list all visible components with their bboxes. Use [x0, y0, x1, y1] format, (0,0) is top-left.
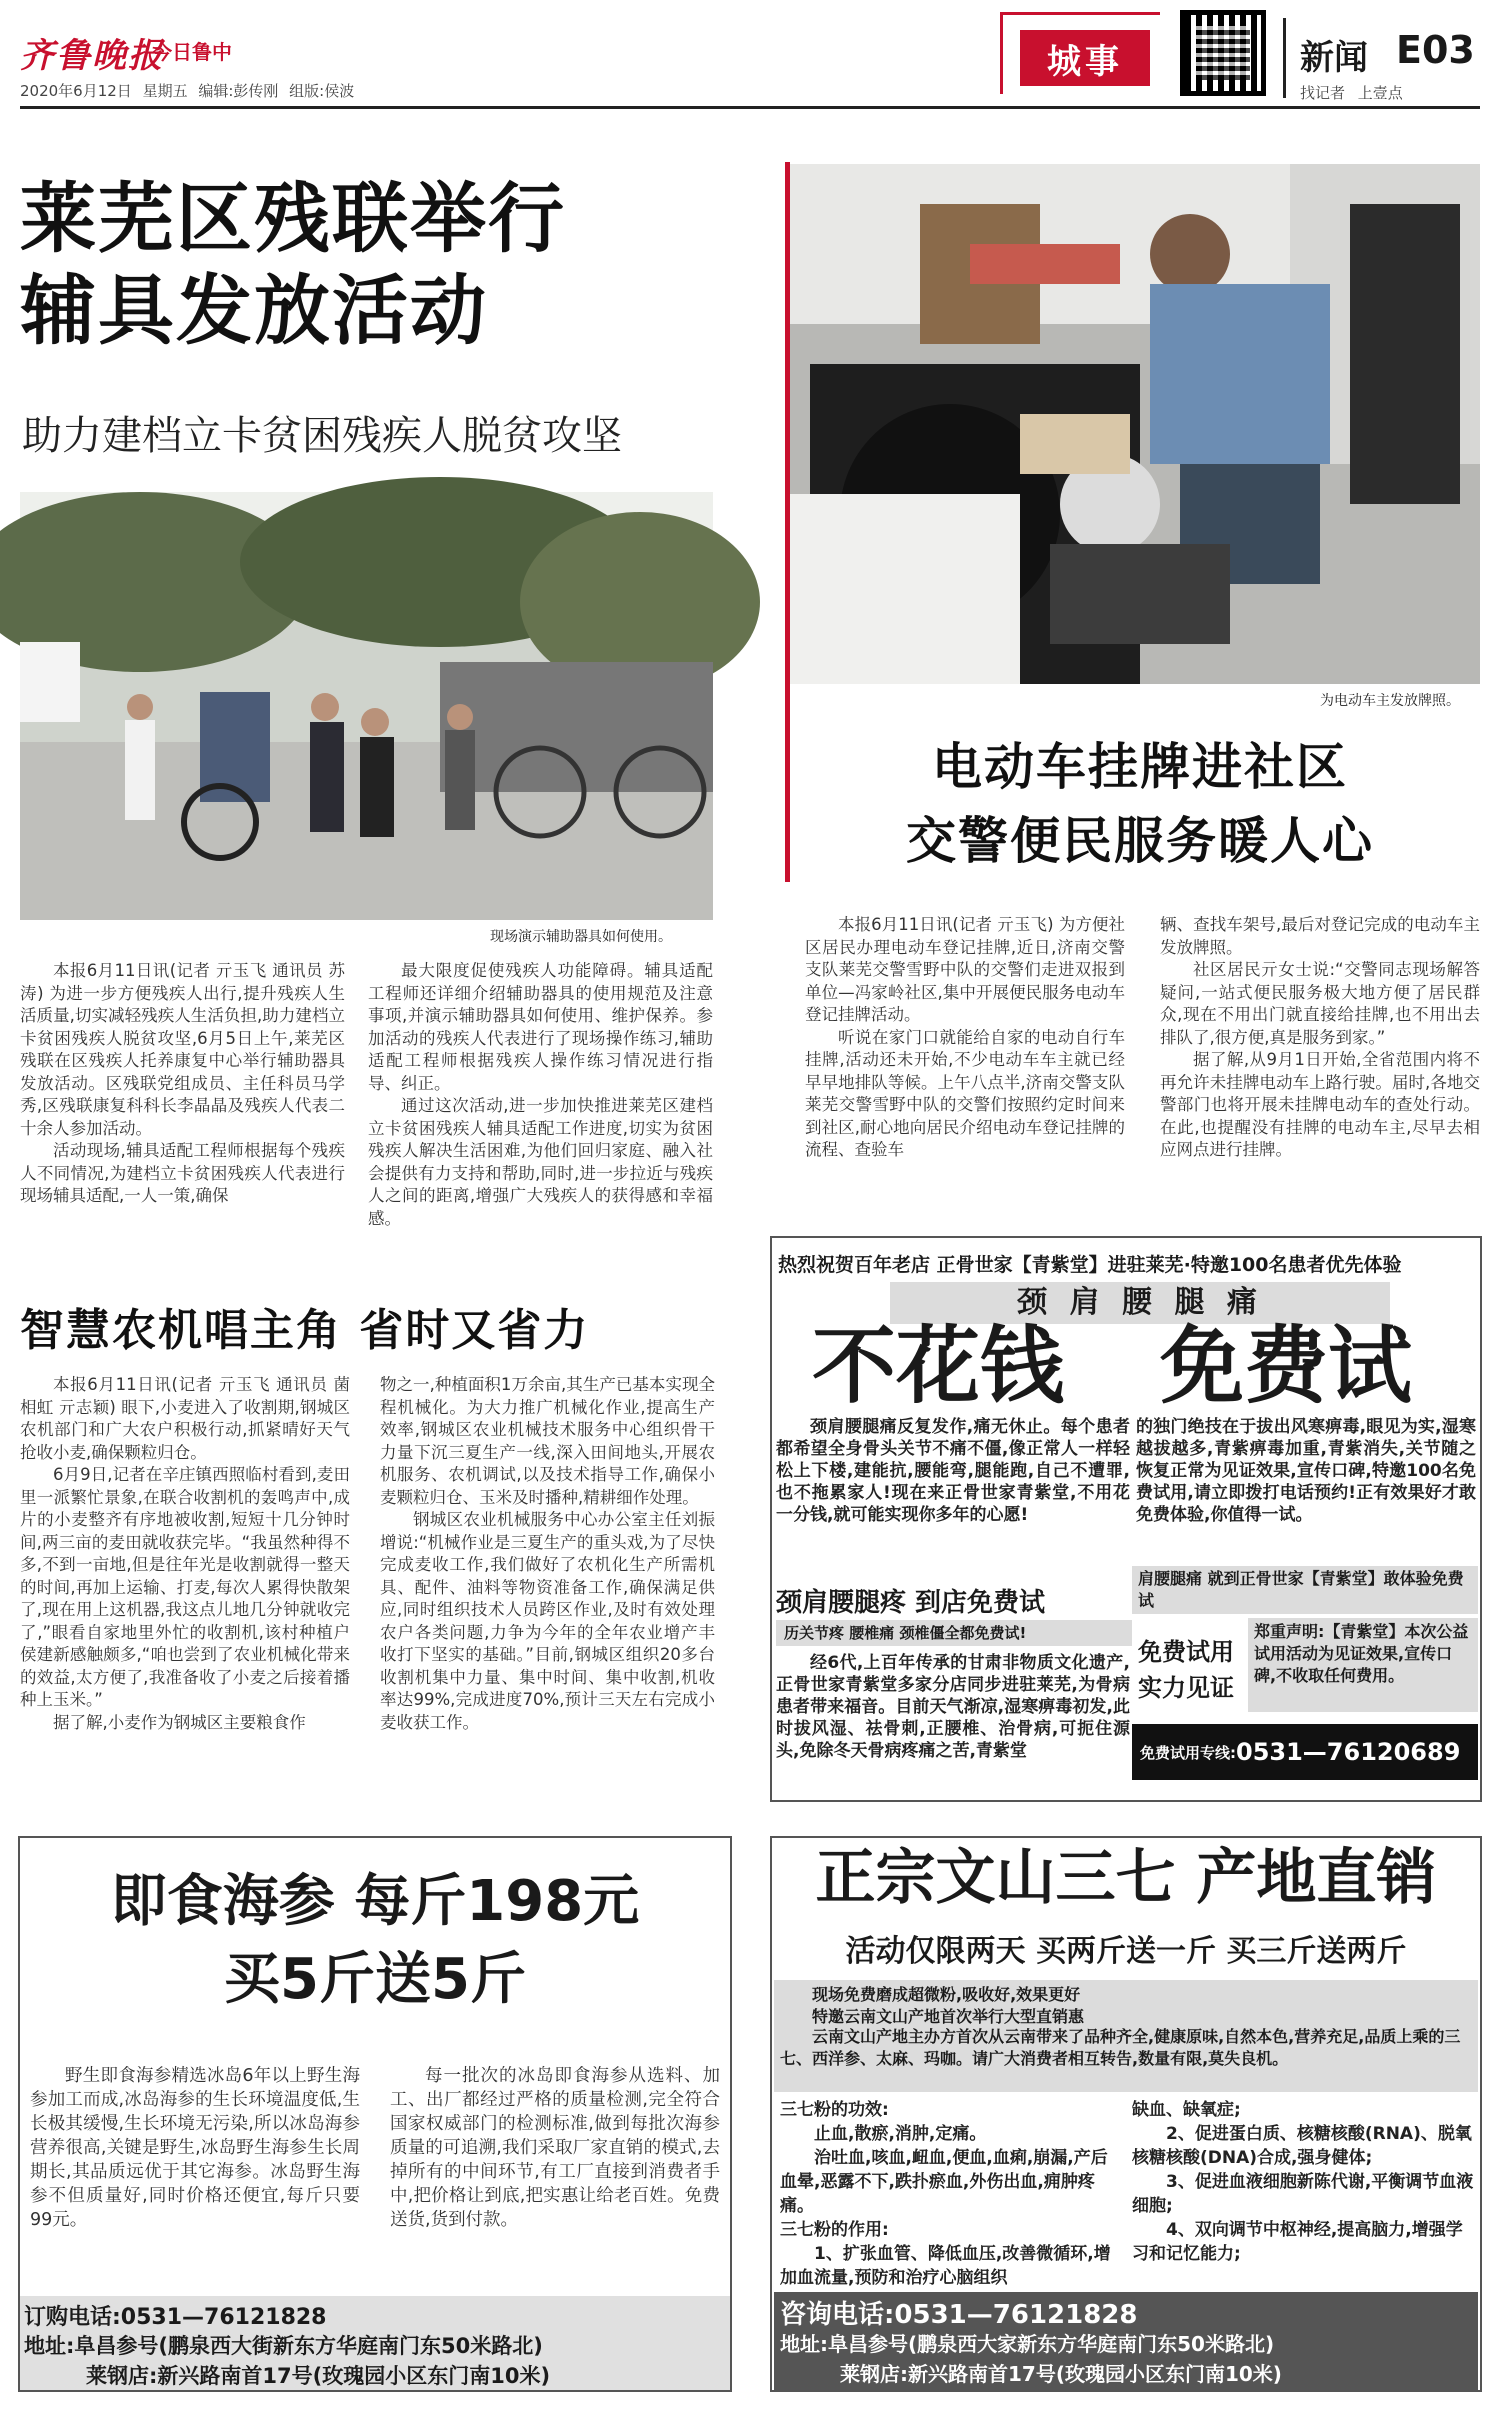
article1-title-2: 辅具发放活动: [20, 266, 488, 355]
ad-tcm-tag2a: 免费试用: [1138, 1638, 1234, 1666]
article3-col1: [20, 1374, 350, 1804]
article1-paragraph: 通过这次活动,进一步加快推进莱芜区建档立卡贫困残疾人辅具适配工作进度,切实为贫困残疾人解决生活困难,为他们回归家庭、融入社会提供有力支持和帮助,同时,进一步拉近与残疾人之间的距离,增强广大残疾人的获得感和幸福感。: [368, 1096, 713, 1228]
ad-sanqi-addr2: 莱钢店:新兴路南首17号(玫瑰园小区东门南10米): [840, 2362, 1282, 2386]
article2-paragraph: 社区居民亓女士说:“交警同志现场解答疑问,一站式便民服务极大地方便了居民群众,现在不用出门就直接给挂牌,也不用出去排队了,很方便,真是服务到家。”: [1160, 960, 1480, 1047]
article1-photo-art: [20, 492, 713, 920]
ad-tcm-paragraph: 的独门绝技在于拔出风寒痹毒,眼见为实,湿寒越拔越多,青紫痹毒加重,青紫消失,关节随之恢复正常为见证效果,宣传口碑,特邀100名免费试用,请立即拨打电话预约!正有效果好才敢免费体验,你值得一试。: [1136, 1417, 1476, 1525]
ad-tcm-tag1: 肩腰腿痛 就到正骨世家【青紫堂】敢体验免费试: [1132, 1566, 1478, 1614]
article2-title-1: 电动车挂牌进社区: [932, 738, 1348, 796]
article3-title: 智慧农机唱主角 省时又省力: [20, 1305, 590, 1356]
article3-paragraph: 据了解,小麦作为钢城区主要粮食作: [53, 1712, 306, 1732]
qr-code-pattern: [1196, 26, 1250, 80]
ad-seacucumber-col2: [390, 2064, 720, 2284]
header-rule: [20, 106, 1480, 109]
ad-sanqi-left-t3: 1、扩张血管、降低血压,改善微循环,增加血流量,预防和治疗心脑组织: [780, 2244, 1111, 2288]
article2-title-2: 交警便民服务暖人心: [906, 812, 1374, 870]
ad-tcm-sub1: 颈肩腰腿疼 到店免费试: [776, 1588, 1046, 1618]
article1-col2: [368, 960, 713, 1228]
ad-sanqi-left-t1: 止血,散瘀,消肿,定痛。: [814, 2124, 987, 2144]
ad-sanqi-left: [780, 2098, 1120, 2288]
header-divider: [1283, 18, 1286, 98]
ad-sanqi-intro1: 现场免费磨成超微粉,吸收好,效果更好: [812, 1985, 1081, 2004]
ad-tcm-hotline-box: [1132, 1724, 1478, 1780]
article3-paragraph: 6月9日,记者在辛庄镇西照临村看到,麦田里一派繁忙景象,在联合收割机的轰鸣声中,成片的小麦整齐有序地被收割,短短十几分钟时间,两三亩的麦田就收获完毕。“我虽然种得不多,不到一亩地,但是往年光是收割就得一整天的时间,再加上运输、打麦,每次人累得快散架了,现在用上这机器,我这点儿地几分钟就收完了,”眼看自家地里外忙的收割机,该村种植户侯建新感触颇多,“咱也尝到了农业机械化带来的效益,太方便了,我准备收了小麦之后接着播种上玉米。”: [20, 1465, 350, 1709]
ad-tcm-text1: [776, 1416, 1130, 1578]
ad-tcm-paragraph: 经6代,上百年传承的甘肃非物质文化遗产,正骨世家青紫堂多家分店同步进驻莱芜,为骨病患者带来福音。目前天气渐凉,湿寒痹毒初发,此时拔风湿、祛骨刺,正腰椎、治骨病,可扼住源头,免除冬天骨病疼痛之苦,青紫堂: [776, 1653, 1130, 1761]
ad-tcm-banner: 热烈祝贺百年老店 正骨世家【青紫堂】进驻莱芜·特邀100名患者优先体验: [778, 1254, 1402, 1276]
ad-seacucumber-title-1: 即食海参 每斤198元: [110, 1869, 640, 1934]
ad-tcm-hotline: 0531—76120689: [1236, 1738, 1461, 1766]
ad-seacucumber-addr2: 莱钢店:新兴路南首17号(玫瑰园小区东门南10米): [86, 2364, 551, 2388]
ad-tcm-tag2b: 实力见证: [1138, 1674, 1234, 1702]
article2-photo-art: [790, 164, 1480, 684]
article2-paragraph: 据了解,从9月1日开始,全省范围内将不再允许未挂牌电动车上路行驶。届时,各地交警部门也将开展未挂牌电动车的查处行动。在此,也提醒没有挂牌的电动车主,尽早去相应网点进行挂牌。: [1160, 1050, 1480, 1159]
article3-col2: [380, 1374, 715, 1804]
ad-sanqi-right-t3: 3、促进血液细胞新陈代谢,平衡调节血液细胞;: [1132, 2172, 1474, 2216]
ad-tcm-hotline-label: 免费试用专线:: [1140, 1743, 1236, 1762]
issue-meta: 2020年6月12日 星期五 编辑:彭传刚 组版:侯波: [20, 82, 355, 100]
article1-paragraph: 活动现场,辅具适配工程师根据每个残疾人不同情况,为建档立卡贫困残疾人代表进行现场辅具适配,一人一策,确保: [20, 1141, 345, 1205]
article1-caption: 现场演示辅助器具如何使用。: [490, 929, 672, 945]
article2-col2: [1160, 914, 1480, 1194]
ad-sanqi-left-t2: 治吐血,咳血,衄血,便血,血痢,崩漏,产后血晕,恶露不下,跌扑瘀血,外伤出血,痈肿疼痛。: [780, 2148, 1108, 2216]
article2-col1: [805, 914, 1125, 1194]
ad-tcm-notice: 郑重声明:【青紫堂】本次公益试用活动为见证效果,宣传口碑,不收取任何费用。: [1248, 1618, 1478, 1712]
ad-tcm-headline-b: 免费试: [1160, 1317, 1413, 1415]
article1-subtitle: 助力建档立卡贫困残疾人脱贫攻坚: [22, 413, 622, 459]
ad-seacucumber-addr1: 地址:阜昌参号(鹏泉西大街新东方华庭南门东50米路北): [24, 2334, 543, 2358]
article1-photo: [20, 492, 713, 920]
article2-paragraph: 听说在家门口就能给自家的电动自行车挂牌,活动还未开始,不少电动车车主就已经早早地排队等候。上午八点半,济南交警支队莱芜交警雪野中队的交警们按照约定时间来到社区,耐心地向居民介绍电动车登记挂牌的流程、查验车: [805, 1027, 1125, 1159]
article2-caption: 为电动车主发放牌照。: [1320, 693, 1460, 709]
ad-sanqi-subtitle: 活动仅限两天 买两斤送一斤 买三斤送两斤: [845, 1934, 1407, 1969]
ad-sanqi-phone: 咨询电话:0531—76121828: [780, 2300, 1138, 2330]
article3-paragraph: 钢城区农业机械服务中心办公室主任刘振增说:“机械作业是三夏生产的重头戏,为了尽快完成麦收工作,我们做好了农机化生产所需机具、配件、油料等物资准备工作,确保满足供应,同时组织技术人员跨区作业,及时有效处理农户各类问题,力争为今年的全年农业增产丰收打下坚实的基础。”目前,钢城区组织20多台收割机集中力量、集中时间、集中收割,机收率达99%,完成进度70%,预计三天左右完成小麦收获工作。: [380, 1510, 715, 1732]
ad-seacucumber-title-2: 买5斤送5斤: [224, 1947, 526, 2012]
edition-tag: 今日鲁中: [152, 40, 232, 64]
ad-seacucumber-paragraph: 每一批次的冰岛即食海参从选料、加工、出厂都经过严格的质量检测,完全符合国家权威部门的检测标准,做到每批次海参质量的可追溯,我们采取厂家直销的模式,去掉所有的中间环节,有工厂直接到消费者手中,把价格让到底,把实惠让给老百姓。免费送货,货到付款。: [390, 2066, 720, 2230]
article1-paragraph: 最大限度促使残疾人功能障碍。辅具适配工程师还详细介绍辅助器具的使用规范及注意事项,并演示辅助器具如何使用、维护保养。参加活动的残疾人代表进行了现场操作练习,辅助适配工程师根据残疾人操作练习情况进行指导、纠正。: [368, 961, 713, 1093]
ad-sanqi-addr1: 地址:阜昌参号(鹏泉西大家新东方华庭南门东50米路北): [780, 2332, 1275, 2356]
page-number: E03: [1396, 28, 1475, 72]
ad-sanqi-intro2: 特邀云南文山产地首次举行大型直销惠: [812, 2007, 1085, 2026]
ad-tcm-text3: [1136, 1416, 1476, 1566]
article3-paragraph: 本报6月11日讯(记者 亓玉飞 通讯员 菌相虹 亓志颖) 眼下,小麦进入了收割期,钢城区农机部门和广大农户积极行动,抓紧晴好天气抢收小麦,确保颗粒归仓。: [20, 1375, 350, 1462]
article1-paragraph: 本报6月11日讯(记者 亓玉飞 通讯员 苏涛) 为进一步方便残疾人出行,提升残疾人生活质量,切实减轻残疾人生活负担,助力建档立卡贫困残疾人脱贫攻坚,6月5日上午,莱芜区残联在区残疾人托养康复中心举行辅助器具发放活动。区残联党组成员、主任科员马学秀,区残联康复科科长李晶晶及残疾人代表二十余人参加活动。: [20, 961, 345, 1138]
ad-seacucumber-paragraph: 野生即食海参精选冰岛6年以上野生海参加工而成,冰岛海参的生长环境温度低,生长极其缓慢,生长环境无污染,所以冰岛海参营养很高,关键是野生,冰岛野生海参生长周期长,其品质远优于其它海参。冰岛野生海参不但质量好,同时价格还便宜,每斤只要99元。: [30, 2066, 360, 2230]
section-tag: 城事: [1020, 30, 1150, 86]
ad-sanqi-right-t2: 2、促进蛋白质、核糖核酸(RNA)、脱氧核糖核酸(DNA)合成,强身健体;: [1132, 2124, 1472, 2168]
newspaper-logo: 齐鲁晚报: [20, 36, 164, 76]
page-label: 新闻: [1300, 38, 1368, 78]
ad-seacucumber-phone: 订购电话:0531—76121828: [24, 2305, 327, 2330]
article1-col1: [20, 960, 345, 1214]
ad-tcm-headline-a: 不花钱: [812, 1317, 1065, 1415]
article2-paragraph: 本报6月11日讯(记者 亓玉飞) 为方便社区居民办理电动车登记挂牌,近日,济南交警支队莱芜交警雪野中队的交警们走进双报到单位—冯家岭社区,集中开展便民服务电动车登记挂牌活动。: [805, 915, 1125, 1024]
ad-tcm-paragraph: 颈肩腰腿痛反复发作,痛无休止。每个患者都希望全身骨头关节不痛不僵,像正常人一样轻松上下楼,建能抗,腰能弯,腿能跑,自己不遭罪,也不拖累家人!现在来正骨世家青紫堂,不用花一分钱,就可能实现你多年的心愿!: [776, 1417, 1130, 1525]
page-staff: 找记者 上壹点: [1300, 84, 1403, 102]
ad-tcm-sub2: 历关节疼 腰椎痛 颈椎僵全都免费试!: [776, 1620, 1132, 1646]
ad-sanqi-title: 正宗文山三七 产地直销: [815, 1843, 1437, 1913]
article1-title-1: 莱芜区残联举行: [20, 174, 566, 263]
ad-sanqi-left-h2: 三七粉的作用:: [780, 2220, 889, 2240]
article2-paragraph: 辆、查找车架号,最后对登记完成的电动车主发放牌照。: [1160, 915, 1480, 957]
article2-photo: [790, 164, 1480, 684]
ad-sanqi-intro3: 云南文山产地主办方首次从云南带来了品种齐全,健康原味,自然本色,营养充足,品质上乘的三七、西洋参、太麻、玛咖。请广大消费者相互转告,数量有限,莫失良机。: [780, 2027, 1461, 2068]
ad-tcm-diseases: 颈 肩 腰 腿 痛: [890, 1282, 1390, 1324]
article3-paragraph: 物之一,种植面积1万余亩,其生产已基本实现全程机械化。为大力推广机械化作业,提高生产效率,钢城区农业机械技术服务中心组织骨干力量下沉三夏生产一线,深入田间地头,开展农机服务、农机调试,以及技术指导工作,确保小麦颗粒归仓、玉米及时播种,精耕细作处理。: [380, 1375, 715, 1507]
ad-sanqi-right-t1: 缺血、缺氧症;: [1132, 2100, 1241, 2120]
ad-sanqi-left-h1: 三七粉的功效:: [780, 2100, 889, 2120]
ad-sanqi-right: [1132, 2098, 1476, 2284]
ad-seacucumber-col1: [30, 2064, 360, 2284]
ad-tcm-text2: [776, 1652, 1130, 1794]
ad-sanqi-right-t4: 4、双向调节中枢神经,提高脑力,增强学习和记忆能力;: [1132, 2220, 1463, 2264]
